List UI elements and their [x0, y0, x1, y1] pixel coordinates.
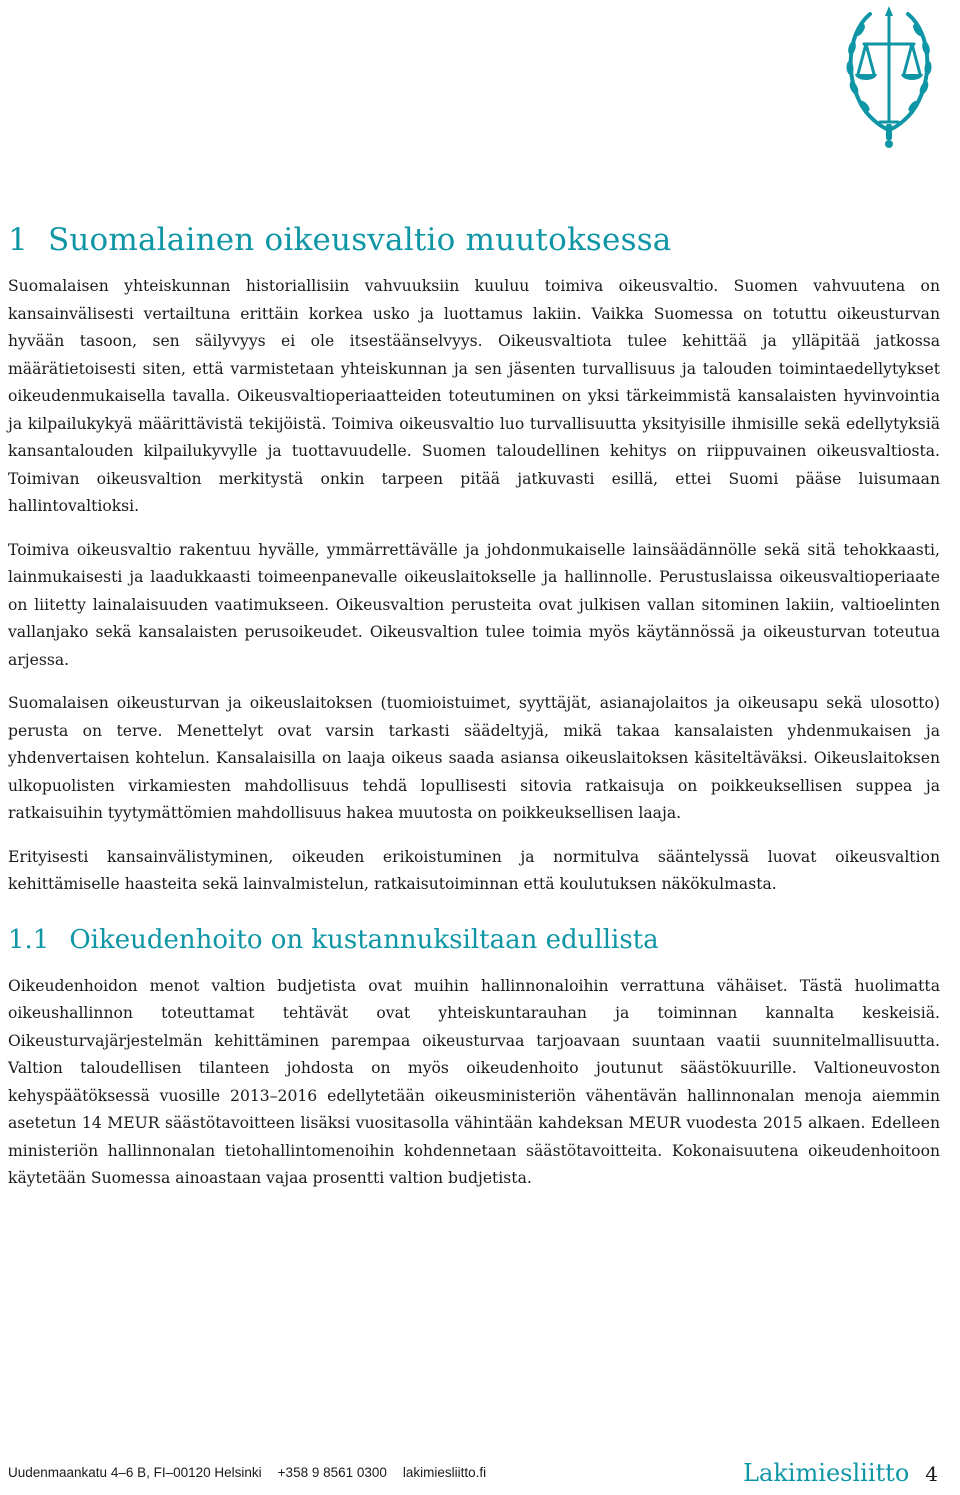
- section-number: 1: [8, 222, 28, 258]
- paragraph: Toimiva oikeusvaltio rakentuu hyvälle, ymmärrettävälle ja johdonmukaiselle lainsäädännölle sekä sitä tehokkaasti, lainmukaisesti ja laadukkaasti toimeenpanevalle oikeuslaitokselle ja hallinnolle. Perustuslaissa oikeusvaltioperiaate on liitetty lainalaisuuden vaatimukseen. Oikeusvaltion perusteita ovat julkisen vallan sitominen lakiin, valtioelinten vallanjako sekä kansalaisten perusoikeudet. Oikeusvaltion tulee toimia myös käytännössä ja oikeusturvan toteutua arjessa.: [8, 540, 940, 669]
- subsection-heading: [8, 921, 940, 959]
- paragraph: Suomalaisen oikeusturvan ja oikeuslaitoksen (tuomioistuimet, syyttäjät, asianajolaitos ja oikeusapu sekä ulosotto) perusta on terve. Menettelyt ovat varsin tarkasti säädeltyjä, mikä takaa kansalaisten yhdenmukaisen ja yhdenvertaisen kohtelun. Kansalaisilla on laaja oikeus saada asiansa oikeuslaitoksen käsiteltäväksi. Oikeuslaitoksen ulkopuolisten virkamiesten mahdollisuus tehdä lopullisesti sitovia ratkaisuja on poikkeuksellisen suppea ja ratkaisuihin tyytymättömien mahdollisuus hakea muutosta on poikkeuksellisen laaja.: [8, 694, 940, 822]
- page-number: 4: [925, 1461, 938, 1486]
- subsection-number: 1.1: [8, 924, 50, 955]
- page-footer: [8, 1450, 938, 1495]
- section-title: Suomalainen oikeusvaltio muutoksessa: [47, 222, 672, 258]
- paragraph: Suomalaisen yhteiskunnan historiallisiin vahvuuksiin kuuluu toimiva oikeusvaltio. Suomen vahvuutena on kansainvälisesti vertailtuna erittäin korkea usko ja luottamus lakiin. Vaikka Suomessa on totuttu oikeusturvan hyvään tasoon, sen säilyvyys ei ole itsestäänselvyys. Oikeusvaltiota tulee kehittää ja ylläpitää jatkossa määrätietoisesti siten, että varmistetaan yhteiskunnan ja sen jäsenten turvallisuus ja talouden toimintaedellytykset oikeudenmukaisella tavalla. Oikeusvaltioperiaatteiden toteutuminen on yksi tärkeimmistä kansalaisten hyvinvointia ja kilpailukykyä määrittävistä tekijöistä. Toimiva oikeusvaltio luo turvallisuutta yksityisille ihmisille sekä edellytyksiä kansantalouden kilpailukyvylle ja tuottavuudelle. Suomen taloudellinen kehitys on riippuvainen oikeusvaltiosta. Toimivan oikeusvaltion merkitystä onkin tarpeen pitää jatkuvasti esillä, ettei Suomi pääse luisumaan hallintovaltioksi.: [8, 277, 940, 515]
- footer-address: Uudenmaankatu 4–6 B, FI–00120 Helsinki: [8, 1465, 262, 1480]
- footer-contact: [8, 1465, 486, 1480]
- lakimiesliitto-emblem: [840, 4, 938, 154]
- paragraph: Oikeudenhoidon menot valtion budjetista ovat muihin hallinnonaloihin verrattuna vähäiset. Tästä huolimatta oikeushallinnon toteuttamat tehtävät ovat yhteiskuntarauhan ja toiminnan kannalta keskeisiä. Oikeusturvajärjestelmän kehittäminen parempaa oikeusturvaa tarjoavaan suuntaan vaatii suunnitelmallisuutta. Valtion taloudellisen tilanteen johdosta on myös oikeudenhoito joutunut säästökuurille. Valtioneuvoston kehyspäätöksessä vuosille 2013–2016 edellytetään oikeusministeriön vähentävän hallinnonalan menoja aiemmin asetetun 14 MEUR säästötavoitteen lisäksi vuositasolla vähintään kahdeksan MEUR vuodesta 2015 alkaen. Edelleen ministeriön hallinnonalan tietohallintomenoihin kohdennetaan säästötavoitteita. Kokonaisuutena oikeudenhoitoon käytetään Suomessa ainoastaan vajaa prosentti valtion budjetista.: [8, 976, 940, 1187]
- footer-phone: +358 9 8561 0300: [277, 1465, 387, 1480]
- brand-name: Lakimiesliitto: [743, 1458, 910, 1487]
- subsection-title: Oikeudenhoito on kustannuksiltaan edullista: [69, 924, 659, 955]
- section-heading: [8, 218, 940, 262]
- footer-brand-block: [743, 1459, 938, 1487]
- paragraph: Erityisesti kansainvälistyminen, oikeuden erikoistuminen ja normitulva sääntelyssä luovat oikeusvaltion kehittämiselle haasteita sekä lainvalmistelun, ratkaisutoiminnan että koulutuksen näkökulmasta.: [8, 847, 940, 893]
- document-body: [8, 218, 940, 1209]
- scales-of-justice-laurel-icon: [840, 4, 938, 154]
- footer-website: lakimiesliitto.fi: [402, 1465, 487, 1480]
